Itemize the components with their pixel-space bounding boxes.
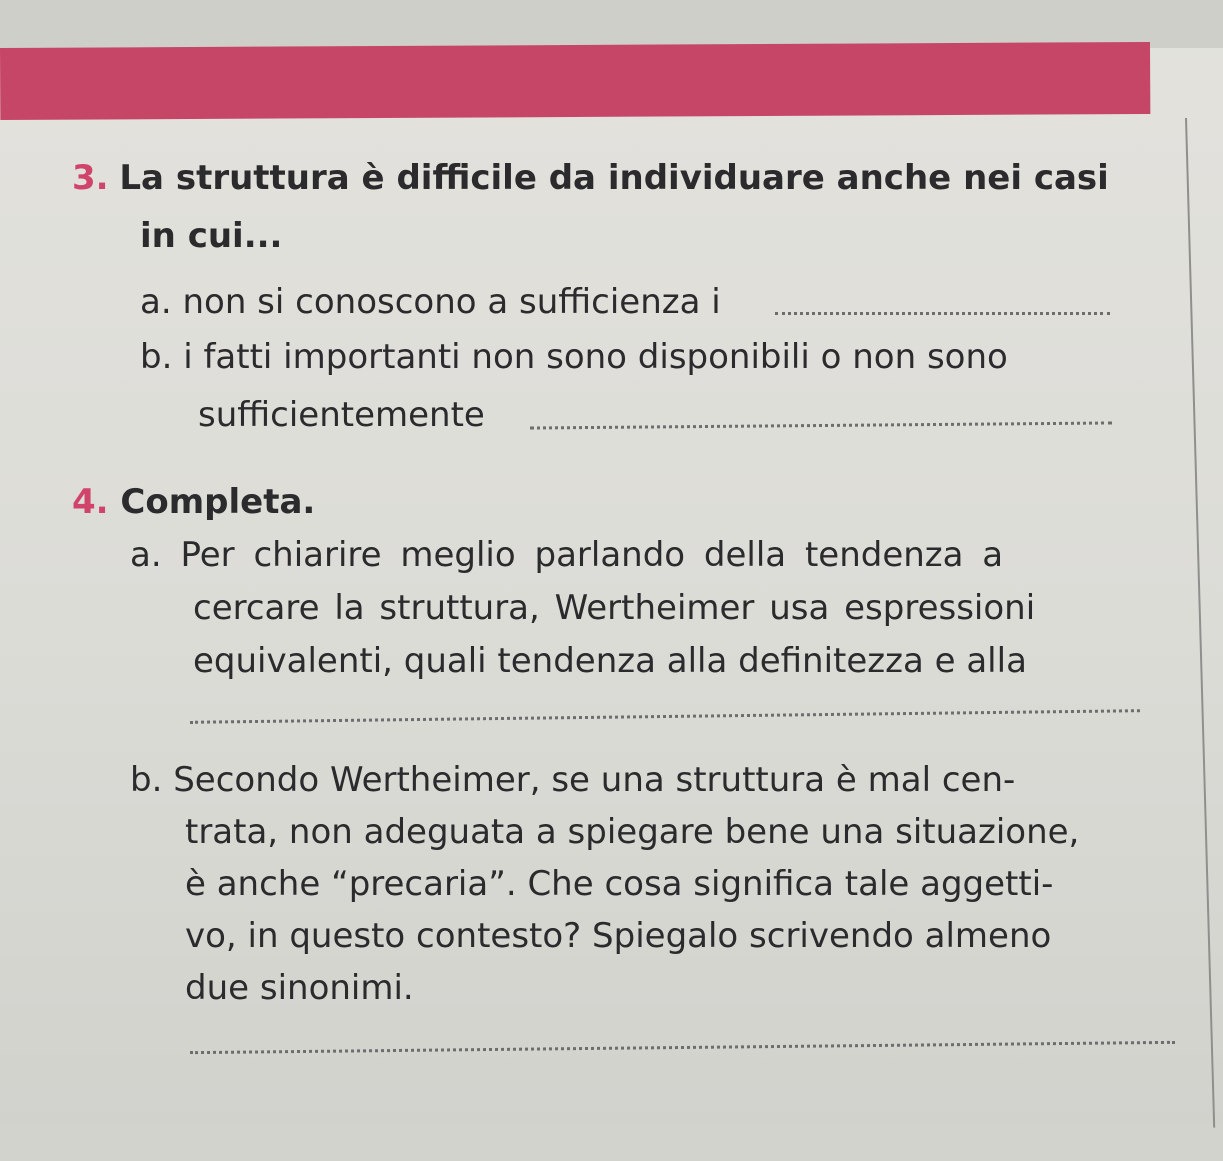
exercise-4-title: Completa. [120, 482, 316, 522]
exercise-4-heading [72, 482, 315, 522]
exercise-4-item-a-line-2: cercare la struttura, Wertheimer usa espressioni [193, 588, 1036, 628]
exercise-3-item-a-text: non si conoscono a sufficienza i [182, 282, 721, 322]
exercise-4-item-a-text-1: Per chiarire meglio parlando della tendenza a [180, 535, 1004, 575]
exercise-4-item-b-line-3: è anche “precaria”. Che cosa significa tale aggetti- [185, 864, 1054, 904]
exercise-3-item-b-line-1 [140, 337, 1008, 377]
exercise-box-border [0, 118, 1215, 1161]
exercise-3-question-text: La struttura è difficile da individuare anche nei casi [119, 158, 1109, 198]
exercise-3-number: 3. [72, 158, 109, 198]
exercise-3-question-line-2: in cui... [140, 216, 283, 256]
exercise-4-item-a-line-1 [130, 535, 1003, 575]
exercise-4-item-b-letter: b. [130, 760, 163, 800]
exercise-3-question-line-1 [72, 158, 1109, 198]
exercise-4-item-b-line-4: vo, in questo contesto? Spiegalo scrivendo almeno [185, 916, 1052, 956]
exercise-3-item-a [140, 282, 721, 322]
exercise-4-item-a-letter: a. [130, 535, 162, 575]
exercise-4-item-b-line-5: due sinonimi. [185, 968, 414, 1008]
exercise-3-item-b-line-2: sufficientemente [198, 395, 485, 435]
exercise-3-item-b-text: i fatti importanti non sono disponibili o non sono [183, 337, 1008, 377]
exercise-4-item-b-text-1: Secondo Wertheimer, se una struttura è mal cen- [173, 760, 1016, 800]
exercise-4-item-b-line-1 [130, 760, 1015, 800]
exercise-3-item-a-answer-line[interactable] [775, 312, 1110, 315]
page-top-margin [0, 0, 1223, 48]
exercise-4-item-a-line-3: equivalenti, quali tendenza alla definitezza e alla [193, 641, 1027, 681]
exercise-3-item-a-letter: a. [140, 282, 172, 322]
exercise-4-item-b-line-2: trata, non adeguata a spiegare bene una situazione, [185, 812, 1080, 852]
exercise-4-number: 4. [72, 482, 109, 522]
exercise-3-item-b-letter: b. [140, 337, 173, 377]
section-header-band [0, 42, 1150, 120]
